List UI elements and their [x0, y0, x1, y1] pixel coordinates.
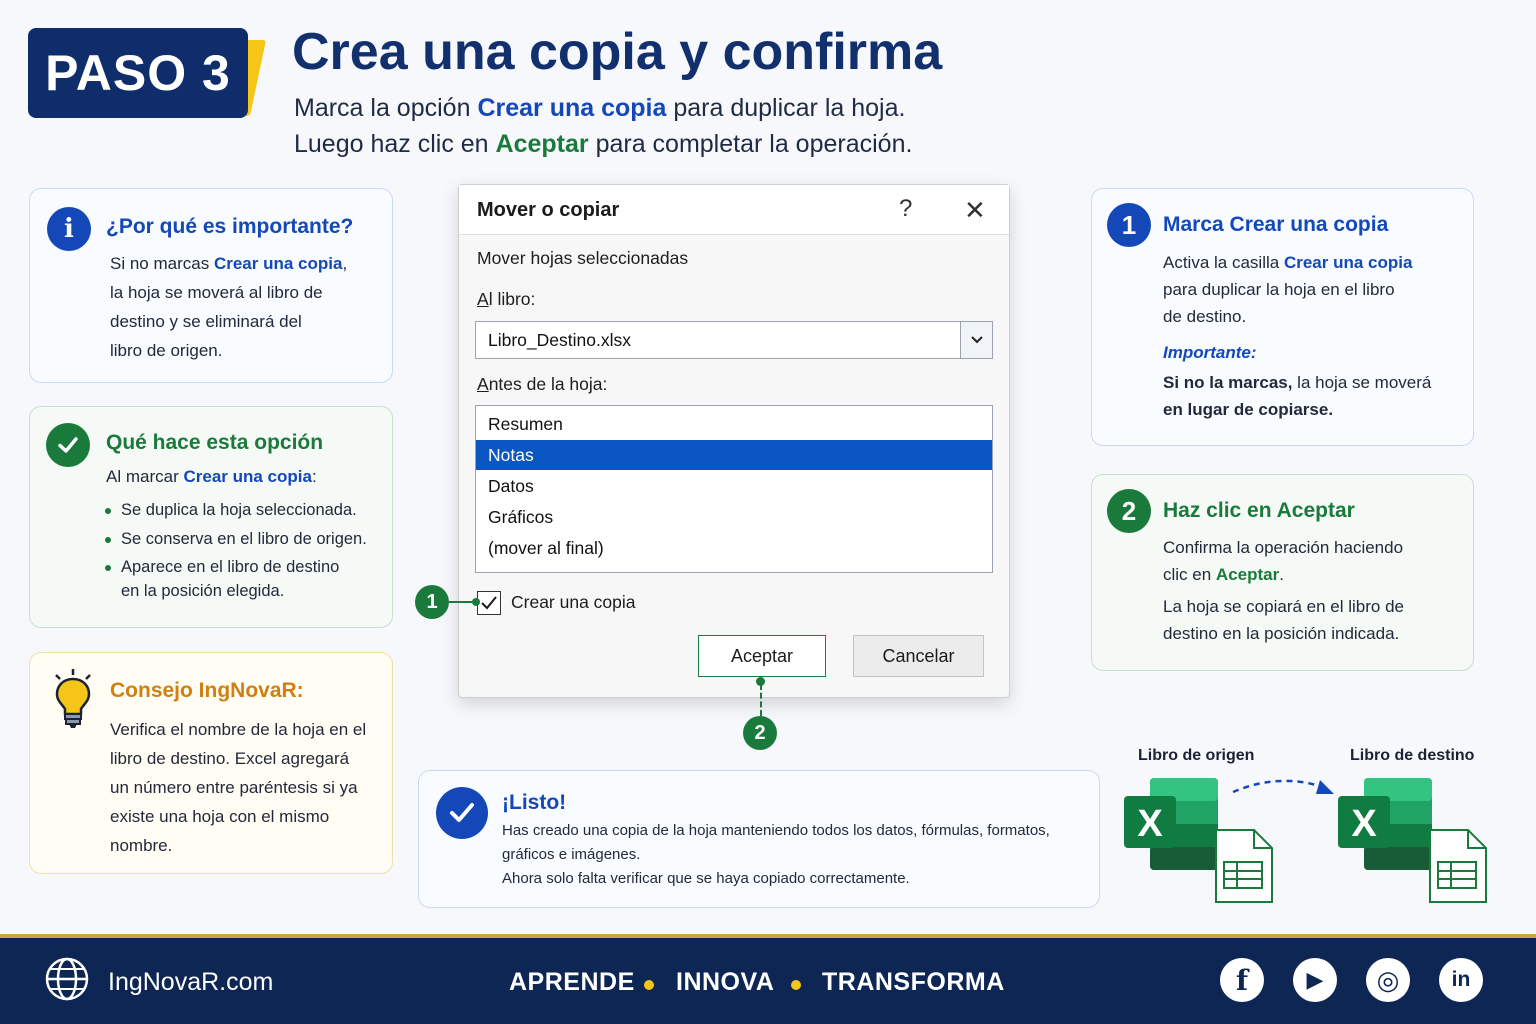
page-title: Crea una copia y confirma: [292, 23, 943, 81]
done-title: ¡Listo!: [502, 791, 567, 814]
accept-button[interactable]: Aceptar: [698, 635, 826, 677]
help-button[interactable]: ?: [899, 195, 913, 222]
what-card: [29, 406, 393, 628]
youtube-icon[interactable]: ▶: [1293, 958, 1337, 1002]
copy-checkbox-label[interactable]: Crear una copia: [511, 592, 636, 612]
step1-card: [1091, 188, 1474, 446]
bullet-continuation: en la posición elegida.: [121, 582, 285, 600]
chevron-down-icon[interactable]: [960, 322, 992, 358]
step2-title: Haz clic en Aceptar: [1163, 499, 1355, 522]
what-bullets: [105, 496, 395, 582]
why-card: [29, 188, 393, 383]
what-intro: Al marcar Crear una copia:: [106, 467, 317, 486]
origin-book-label: Libro de origen: [1138, 747, 1255, 764]
tip-text: Verifica el nombre de la hoja en el libro de destino. Excel agregará un número entre paréntesis si ya existe una hoja con el mismo nombre.: [110, 720, 367, 855]
book-select[interactable]: [475, 321, 993, 359]
marker-2: 2: [743, 716, 777, 750]
why-title: ¿Por qué es importante?: [106, 215, 354, 238]
list-item-selected[interactable]: Notas: [476, 440, 992, 470]
before-sheet-label: Antes de la hoja:: [477, 374, 608, 394]
excel-dest-icon: [1338, 778, 1488, 909]
why-text: Si no marcas Crear una copia, la hoja se moverá al libro de destino y se eliminará del libro de origen.: [110, 254, 348, 360]
close-button[interactable]: ✕: [964, 195, 986, 225]
list-item[interactable]: Gráficos: [488, 507, 554, 527]
copy-checkbox[interactable]: [477, 591, 501, 615]
sheet-listbox[interactable]: [475, 405, 993, 573]
list-item[interactable]: Datos: [488, 476, 534, 496]
motto-separator: [644, 980, 654, 990]
instagram-icon[interactable]: ◎: [1366, 958, 1410, 1002]
important-label: Importante:: [1163, 343, 1257, 362]
connector-line: [760, 684, 762, 716]
excel-origin-icon: [1124, 778, 1274, 909]
facebook-icon[interactable]: f: [1220, 958, 1264, 1002]
done-text: Has creado una copia de la hoja manteniendo todos los datos, fórmulas, formatos, gráficos e imágenes. Ahora solo falta verificar que se haya copiado correctamente.: [502, 822, 1050, 887]
section-label: Mover hojas seleccionadas: [477, 248, 689, 268]
step2-number: 2: [1107, 489, 1151, 533]
cancel-button[interactable]: Cancelar: [853, 635, 984, 677]
tip-card: [29, 652, 393, 874]
step2-text: Confirma la operación haciendo clic en Aceptar. La hoja se copiará en el libro de destino en la posición indicada.: [1163, 538, 1404, 643]
list-item: Aparece en el libro de destino: [105, 553, 395, 582]
lightbulb-icon: [50, 667, 96, 736]
list-item: Se conserva en el libro de origen.: [105, 525, 395, 554]
footer: [0, 934, 1536, 1024]
linkedin-icon[interactable]: in: [1439, 958, 1483, 1002]
step2-card: [1091, 474, 1474, 671]
motto-innovate: INNOVA: [676, 968, 775, 996]
done-card: [418, 770, 1100, 908]
important-text: Si no la marcas, la hoja se moverá en lugar de copiarse.: [1163, 373, 1432, 419]
site-link[interactable]: IngNovaR.com: [108, 968, 274, 996]
motto-transform: TRANSFORMA: [822, 968, 1005, 996]
info-icon: i: [47, 207, 91, 251]
svg-text:X: X: [1137, 803, 1163, 845]
step-badge: PASO 3: [28, 28, 248, 118]
step1-title: Marca Crear una copia: [1163, 213, 1389, 236]
book-label: Al libro:: [477, 289, 536, 309]
step1-number: 1: [1107, 203, 1151, 247]
motto-separator: [791, 980, 801, 990]
dialog-title: Mover o copiar: [477, 199, 620, 221]
subtitle-line-2: Luego haz clic en Aceptar para completar la operación.: [294, 130, 913, 158]
book-select-value: Libro_Destino.xlsx: [488, 330, 631, 350]
list-item[interactable]: (mover al final): [488, 538, 604, 558]
globe-icon: [44, 956, 90, 1007]
connector-dot: [472, 598, 480, 606]
list-item: Se duplica la hoja seleccionada.: [105, 496, 395, 525]
move-copy-dialog: [458, 184, 1010, 698]
motto-learn: APRENDE: [509, 968, 635, 996]
subtitle-line-1: Marca la opción Crear una copia para duplicar la hoja.: [294, 94, 906, 122]
tip-title: Consejo IngNovaR:: [110, 679, 304, 702]
step1-text: Activa la casilla Crear una copia para duplicar la hoja en el libro de destino.: [1163, 253, 1413, 326]
check-circle-icon: [436, 787, 488, 839]
svg-text:X: X: [1351, 803, 1377, 845]
marker-1: 1: [415, 585, 449, 619]
list-item[interactable]: Resumen: [488, 414, 563, 434]
check-icon: [46, 423, 90, 467]
what-title: Qué hace esta opción: [106, 431, 324, 454]
dest-book-label: Libro de destino: [1350, 747, 1475, 764]
